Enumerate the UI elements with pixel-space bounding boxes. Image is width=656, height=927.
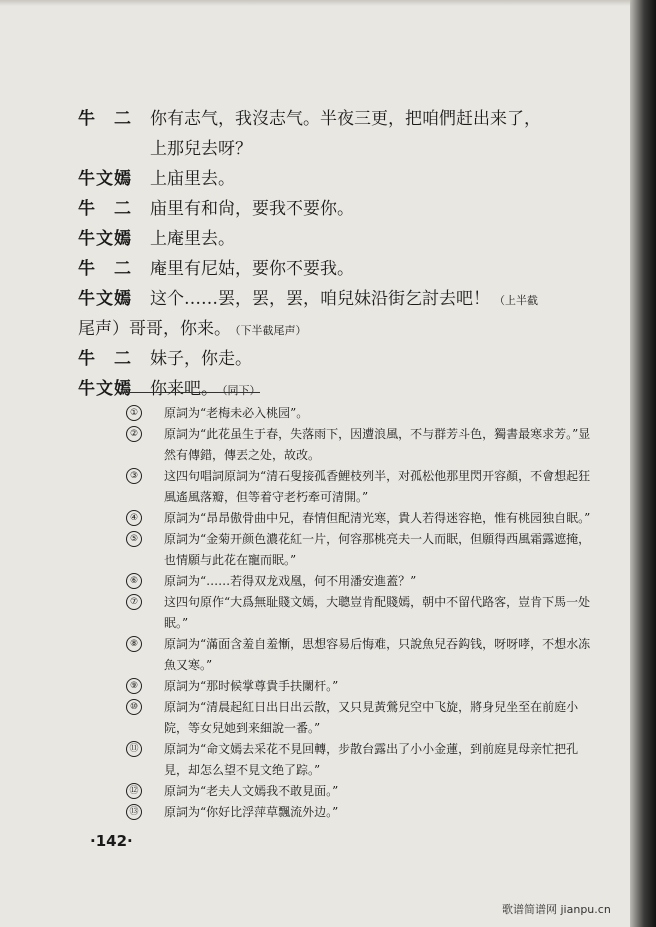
footnote-number: ⑤ <box>126 531 142 547</box>
stage-direction: （下半截尾声） <box>235 324 307 337</box>
speaker-name: 牛 二 <box>78 349 132 369</box>
dialogue-text: 你有志气，我沒志气。半夜三更，把咱們赶出来了， <box>150 109 541 129</box>
dialogue-text: 庵里有尼姑，要你不要我。 <box>150 259 354 279</box>
footnote-text: 原詞为“那时候掌尊貴手扶闌杆。” <box>164 679 339 693</box>
speaker-name: 牛文嫣 <box>78 289 132 309</box>
dialogue-line <box>78 104 598 134</box>
dialogue-text <box>150 374 261 406</box>
speaker-name: 牛 二 <box>78 109 132 129</box>
footnote-number: ⑪ <box>126 741 142 757</box>
dialogue-text <box>150 284 538 316</box>
footnote-number: ⑩ <box>126 699 142 715</box>
footnotes <box>126 403 596 823</box>
stage-direction: （上半截 <box>494 294 538 307</box>
footnote-text: 原詞为“此花虽生于春，失落雨下，因遭浪風，不与群芳斗色，獨書最寒求芳。”显然有傳錯，傳丟之处，故改。 <box>164 427 591 462</box>
footnote-text: 原詞为“……若得双龙戏凰，何不用潘安進蓋？” <box>164 574 417 588</box>
dialogue-text-body: 这个……罢，罢，罢，咱兒妹沿街乞討去吧！ <box>150 289 490 309</box>
footnote <box>126 781 596 802</box>
footnote-number: ① <box>126 405 142 421</box>
speaker-name: 牛 二 <box>78 259 132 279</box>
watermark-text: 歌谱简谱网 jianpu.cn <box>502 903 611 916</box>
dialogue-line <box>78 284 598 314</box>
footnote-number: ⑬ <box>126 804 142 820</box>
speaker-name: 牛 二 <box>78 199 132 219</box>
dialogue-text-body: 你来吧。 <box>150 379 218 399</box>
dialogue-block <box>78 104 598 404</box>
dialogue-line <box>78 164 598 194</box>
scan-right-edge <box>630 0 656 927</box>
footnote-number: ③ <box>126 468 142 484</box>
footnote <box>126 592 596 634</box>
footnote <box>126 508 596 529</box>
footnote-text: 原詞为“你好比浮萍草飄流外边。” <box>164 805 339 819</box>
dialogue-text: 上那兒去呀？ <box>150 139 252 159</box>
footnote-divider <box>120 392 260 393</box>
footnote-number: ⑧ <box>126 636 142 652</box>
footnote-text: 原詞为“老夫人文嫣我不敢見面。” <box>164 784 339 798</box>
footnote-text: 原詞为“命文嫣去采花不見回轉，步散台露出了小小金蓮，到前庭見母亲忙把孔見，却怎么望不見文绝了踪。” <box>164 742 579 777</box>
footnote-text: 原詞为“老梅未必入桃园”。 <box>164 406 309 420</box>
footnote <box>126 676 596 697</box>
speaker-name: 牛文嫣 <box>78 229 132 249</box>
footnote <box>126 403 596 424</box>
scan-top-edge <box>0 0 656 6</box>
dialogue-text: 上庵里去。 <box>150 229 235 249</box>
dialogue-line <box>78 344 598 374</box>
footnote-number: ⑦ <box>126 594 142 610</box>
dialogue-line <box>78 374 598 404</box>
footnote-text: 这四句原作“大爲無耻賤文嫣，大聰豈肯配賤嫣，朝中不留代路客，豈肯下馬一处眠。” <box>164 595 591 630</box>
dialogue-line <box>78 224 598 254</box>
footnote <box>126 529 596 571</box>
footnote-number: ⑥ <box>126 573 142 589</box>
footnote <box>126 739 596 781</box>
dialogue-text-body: 尾声）哥哥，你来。 <box>78 319 231 339</box>
dialogue-text: 上庙里去。 <box>150 169 235 189</box>
footnote-text: 这四句唱詞原詞为“清石叟接孤香鯉枝列半，对孤松他那里閃开容顏，不會想起狂風遙風落瓣，但等着守老朽牽可清開。” <box>164 469 591 504</box>
footnote-text: 原詞为“滿面含羞自羞慚，思想容易后悔难，只說魚兒吞鈎钱，呀呀哮，不想水冻魚又寒。” <box>164 637 591 672</box>
footnote-text: 原詞为“清晨起紅日出日出云散，又只見黃鶯兒空中飞旋，將身兒坐至在前庭小院，等女兒她到来細說一番。” <box>164 700 579 735</box>
dialogue-line <box>78 134 598 164</box>
footnote <box>126 697 596 739</box>
dialogue-text: 庙里有和尙，要我不要你。 <box>150 199 354 219</box>
footnote <box>126 634 596 676</box>
speaker-name: 牛文嫣 <box>78 379 132 399</box>
speaker-name: 牛文嫣 <box>78 169 132 189</box>
dialogue-text: 妹子，你走。 <box>150 349 252 369</box>
dialogue-text <box>78 314 307 346</box>
footnote <box>126 424 596 466</box>
footnote-number: ④ <box>126 510 142 526</box>
footnote-number: ② <box>126 426 142 442</box>
dialogue-line <box>78 194 598 224</box>
dialogue-line <box>78 254 598 284</box>
footnote-text: 原詞为“金菊开颜色濃花紅一片，何容那桃亮夫一人而眠，但願得西風霜露遮掩，也情願与此花在寵而眠。” <box>164 532 591 567</box>
stage-direction: （同下） <box>222 384 261 397</box>
page-number: ·142· <box>90 832 133 850</box>
footnote <box>126 466 596 508</box>
footnote-text: 原詞为“昂昂傲骨曲中兄，春情但配清光寒，貴人若得迷容艳，惟有桃园独自眠。” <box>164 511 591 525</box>
dialogue-line <box>78 314 598 344</box>
footnote-number: ⑨ <box>126 678 142 694</box>
footnote <box>126 571 596 592</box>
footnote-number: ⑫ <box>126 783 142 799</box>
footnote <box>126 802 596 823</box>
